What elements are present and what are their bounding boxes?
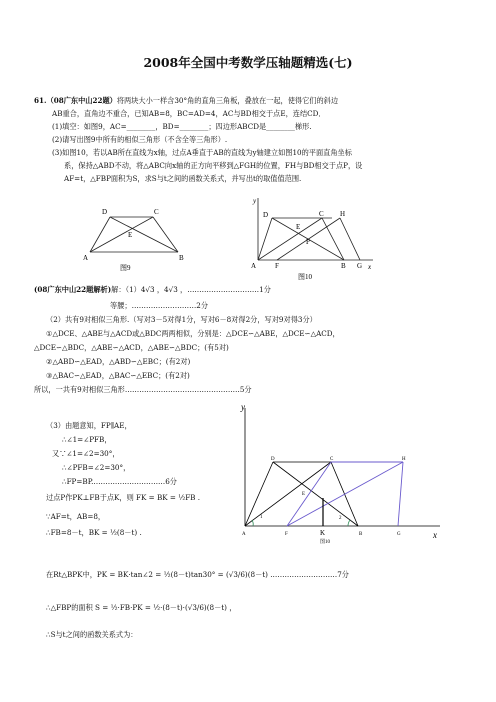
fig10b-label-d: D — [271, 457, 275, 462]
fig10b-angle-1-arc — [252, 520, 253, 526]
solution-line-5: △DCE∽△BDC，△ABE∽△ACD，△ABE∽△BDC；(有5对) — [34, 343, 229, 352]
fig10b-label-f: F — [285, 532, 288, 537]
question-3a: (3)如图10，若以AB所在直线为x轴，过点A垂直于AB的直线为y轴建立如图10的平面直角坐标 — [52, 148, 352, 157]
part3-line-5: ∴FP=BP.…………………………6分 — [62, 477, 177, 486]
problem-source: （08广东中山22题） — [46, 96, 117, 105]
figure-10 — [248, 193, 378, 283]
fig9-label-e: E — [128, 231, 133, 239]
figure-9 — [80, 200, 190, 280]
fig10b-label-a: A — [242, 532, 246, 537]
part3-line-10: ∴△FBP的面积 S = ½·FB·PK = ½·(8－t)·(√3/6)(8－t) ， — [46, 603, 237, 612]
fig10b-edge-ad — [245, 462, 273, 526]
fig9-label-c: C — [154, 208, 159, 216]
fig9-caption: 图9 — [120, 264, 131, 272]
page-title: 2008年全国中考数学压轴题精选(七) — [143, 55, 353, 70]
fig9-label-d: D — [102, 208, 108, 216]
fig10b-label-angle-2: 2 — [339, 516, 342, 521]
fig10-label-d: D — [263, 211, 269, 219]
fig10b-diagonal-ac — [245, 462, 331, 526]
fig10b-label-angle-1: 1 — [260, 515, 263, 520]
question-1: (1)填空：如图9，AC=________，BD=________；四边形ABCD是________梯形. — [52, 122, 312, 131]
problem-number: 61. — [34, 96, 47, 105]
fig10b-label-b: B — [359, 532, 363, 537]
problem-line1 — [34, 96, 338, 105]
fig10-label-h: H — [340, 210, 346, 218]
fig10b-label-e: E — [302, 492, 306, 497]
part3-line-2: ∴∠1=∠PFB， — [62, 435, 112, 444]
solution-line-7: ③△BAC∽△EAD，△BAC∽△EBC；(有2对) — [46, 371, 190, 380]
fig10-label-g: G — [357, 262, 363, 270]
fig10b-label-k: K — [320, 529, 326, 537]
fig10b-caption: 图10 — [320, 540, 331, 545]
part3-line-1: （3）由题意知，FP∥AE， — [46, 421, 132, 430]
problem-line2: AB重合，直角边不重合，已知AB=8，BC=AD=4，AC与BD相交于点E，连结CD． — [52, 109, 326, 118]
part3-line-7: ∵AF=t，AB=8， — [46, 512, 106, 521]
fig10b-label-x: x — [433, 530, 437, 540]
fig10-caption: 图10 — [298, 273, 312, 281]
solution-line-8: 所以，一共有9对相似三角形…………………………………………5分 — [34, 385, 252, 394]
fig10-label-y: y — [253, 197, 257, 205]
fig9-label-b: B — [179, 254, 184, 262]
fig10-label-f: F — [275, 262, 279, 270]
fig10b-edge-hg — [398, 462, 403, 526]
fig10-label-e: E — [296, 223, 301, 231]
fig10-label-a: A — [251, 262, 257, 270]
question-2: (2)请写出图9中所有的相似三角形（不含全等三角形）. — [52, 135, 228, 144]
fig10-diagonal-ac — [258, 218, 322, 260]
fig10-label-p: P — [306, 238, 310, 246]
part3-line-4: ∴∠PFB=∠2=30°， — [62, 463, 131, 472]
fig10-edge-ad — [258, 218, 272, 260]
fig10b-angle-2-arc — [348, 520, 350, 526]
part3-line-6: 过点P作PK⊥FB于点K，则 FK = BK = ½FB . — [46, 493, 201, 502]
solution-line-6: ②△ABD∽△EAD，△ABD∽△EBC；(有2对) — [46, 357, 191, 366]
solution-answer-1: 解：（1）4√3 ，4√3 ，…………………………1分 — [111, 285, 271, 294]
part3-line-3: 又∵∠1=∠2=30°， — [52, 449, 120, 458]
fig10b-label-c: C — [330, 457, 334, 462]
figure-10-detail — [230, 400, 445, 545]
question-3b: 系，保持△ABD不动，将△ABC向x轴的正方向平移到△FGH的位置，FH与BD相交于点P，设 — [64, 161, 363, 170]
solution-line-4: ①△DCE、△ABE与△ACD或△BDC两两相似，分别是：△DCE∽△ABE，△DCE∽△ACD， — [46, 329, 340, 338]
part3-line-8: ∴FB=8－t，BK = ½(8－t) . — [46, 528, 142, 537]
part3-line-9: 在Rt△BPK中，PK = BK·tan∠2 = ½(8－t)tan30° = (√3/6)(8－t) .………………………7分 — [46, 570, 349, 579]
fig10-label-c: C — [319, 210, 324, 218]
problem-text-1: 将两块大小一样含30°角的直角三角板，叠放在一起，使得它们的斜边 — [116, 96, 339, 105]
fig9-label-a: A — [83, 254, 89, 262]
fig10-edge-hg — [340, 218, 360, 260]
fig10b-label-h: H — [402, 457, 406, 462]
solution-line-3: （2）共有9对相似三角形.（写对3－5对得1分，写对6－8对得2分，写对9对得3分） — [46, 315, 317, 324]
fig10-label-b: B — [341, 262, 346, 270]
solution-header — [34, 285, 271, 294]
part3-line-11: ∴S与t之间的函数关系式为： — [46, 630, 138, 639]
solution-line-2: 等腰；………………………2分 — [110, 301, 209, 310]
fig9-edge-cb — [153, 217, 178, 252]
fig10-label-x: x — [368, 263, 372, 271]
fig10b-edge-fc — [287, 462, 331, 526]
question-3c: AF=t，△FBP面积为S，求S与t之间的函数关系式，并写出t的取值值范围. — [64, 174, 302, 183]
fig10b-label-y: y — [241, 402, 245, 412]
fig10b-label-g: G — [397, 532, 401, 537]
solution-source: (08广东中山22题解析) — [34, 285, 112, 294]
